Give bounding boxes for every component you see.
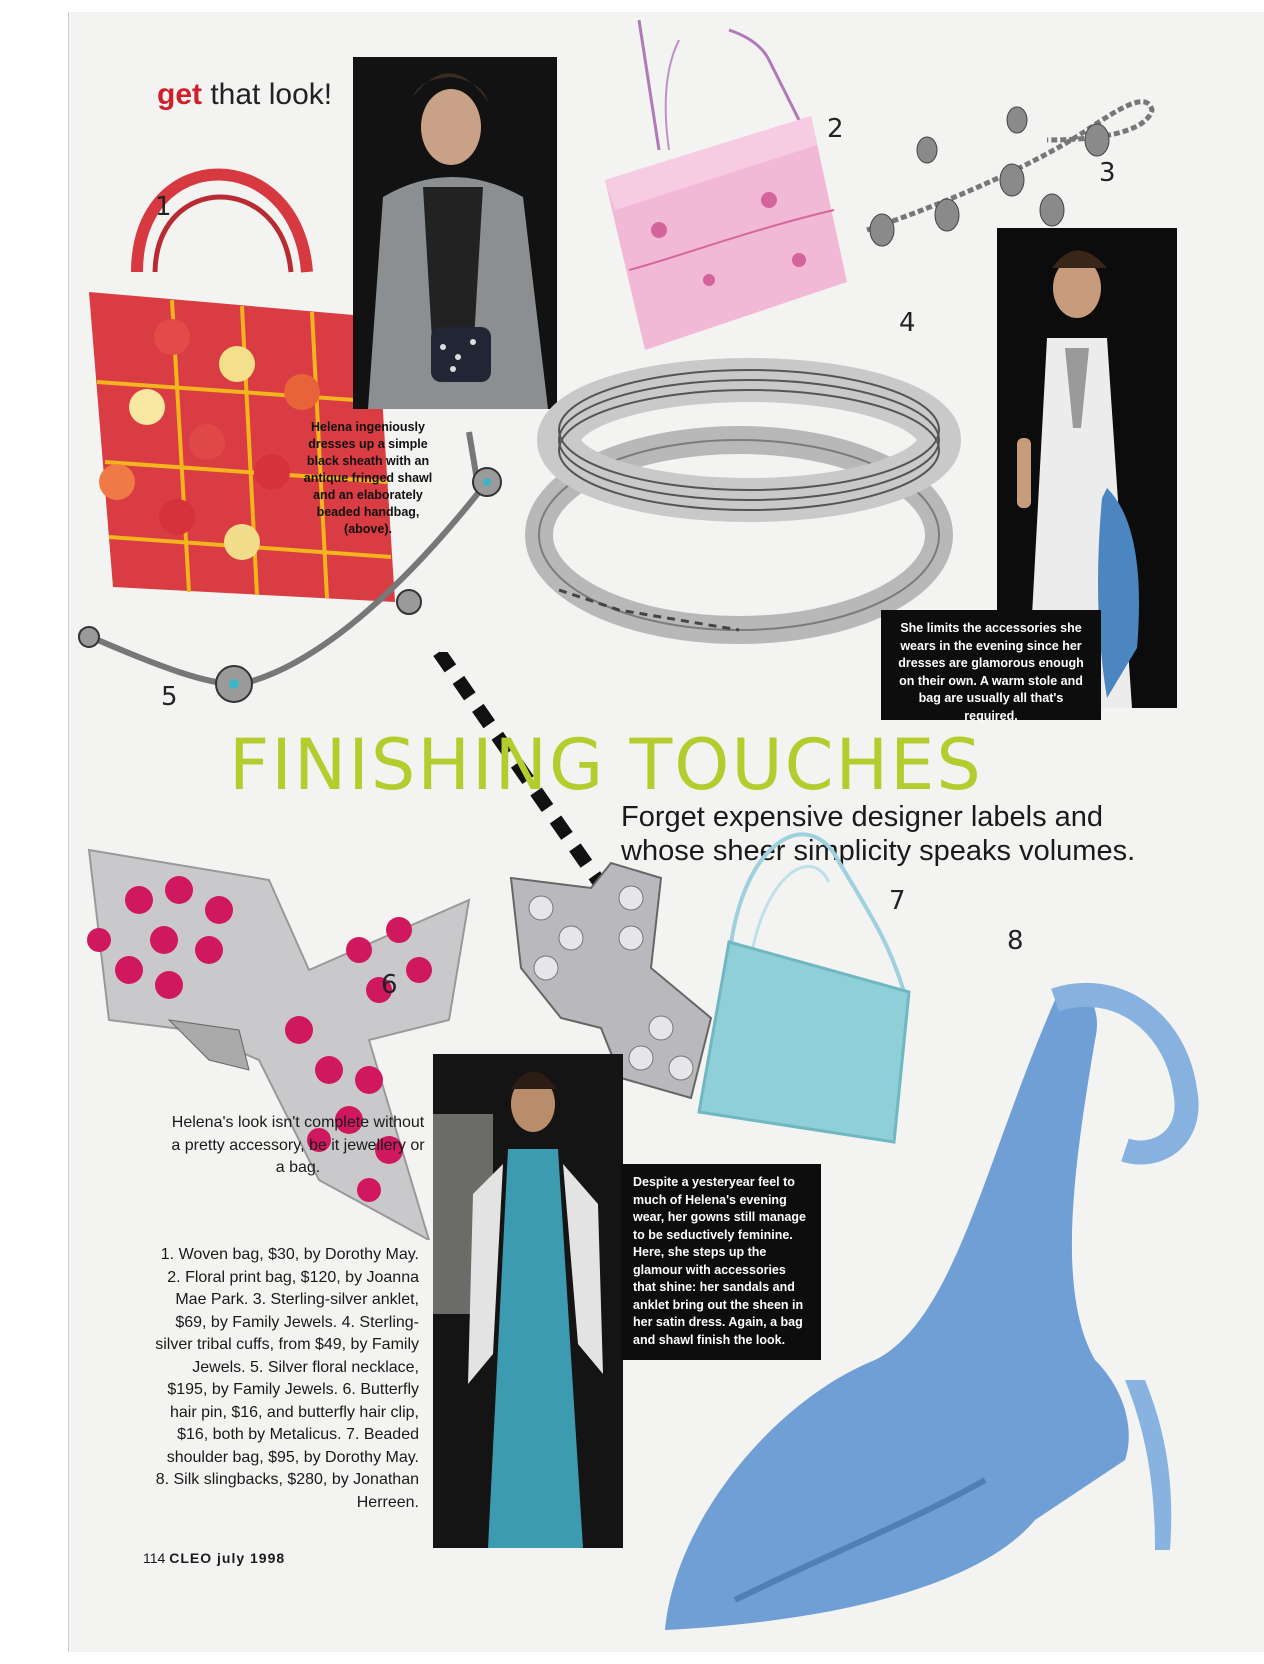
folio	[143, 1550, 285, 1566]
caption-helena-shawl: Helena ingeniously dresses up a simple black sheath with an antique fringed shawl and an elaborately beaded handbag, (above).	[303, 420, 433, 536]
kicker	[157, 78, 332, 112]
helena-blue-gown-photo	[433, 1054, 623, 1548]
kicker-emphasis: get	[157, 78, 202, 111]
floral-print-bag-image	[599, 20, 859, 360]
deck: Forget expensive designer labels and whose sheer simplicity speaks volumes.	[621, 801, 1136, 867]
item-number-1: 1	[155, 192, 172, 222]
item-number-8: 8	[1007, 926, 1024, 956]
headline: FINISHING TOUCHES	[229, 724, 983, 806]
folio-page-number: 114	[143, 1550, 166, 1566]
item-number-6: 6	[381, 970, 398, 1000]
caption-evening-accessories: She limits the accessories she wears in the evening since her dresses are glamorous enough on their own. A warm stole and bag are usually all that's required.	[881, 610, 1101, 720]
item-number-4: 4	[899, 308, 916, 338]
item-number-5: 5	[161, 682, 178, 712]
item-number-3: 3	[1099, 158, 1116, 188]
folio-magazine: CLEO july 1998	[169, 1550, 286, 1566]
caption-yesteryear: Despite a yesteryear feel to much of Helena's evening wear, her gowns still manage to be seductively feminine. Here, she steps up the glamour with accessories that shine: her sandals and anklet bring out the sheen in her satin dress. Again, a bag and shawl finish the look.	[621, 1164, 821, 1360]
credits-list: 1. Woven bag, $30, by Dorothy May. 2. Floral print bag, $120, by Joanna Mae Park. 3. Sterling-silver anklet, $69, by Family Jewels. 4. Sterling-silver tribal cuffs, from $49, by Family Jewels. 5. Silver floral necklace, $195, by Family Jewels. 6. Butterfly hair pin, $16, and butterfly hair clip, $16, both by Metalicus. 7. Beaded shoulder bag, $95, by Dorothy May. 8. Silk slingbacks, $280, by Jonathan Herreen.	[155, 1246, 419, 1511]
item-number-2: 2	[827, 114, 844, 144]
item-number-7: 7	[889, 886, 906, 916]
magazine-page	[68, 12, 1264, 1652]
credits-intro: Helena's look isn't complete without a pretty accessory, be it jewellery or a bag.	[171, 1114, 425, 1176]
kicker-text: that look!	[210, 78, 333, 111]
